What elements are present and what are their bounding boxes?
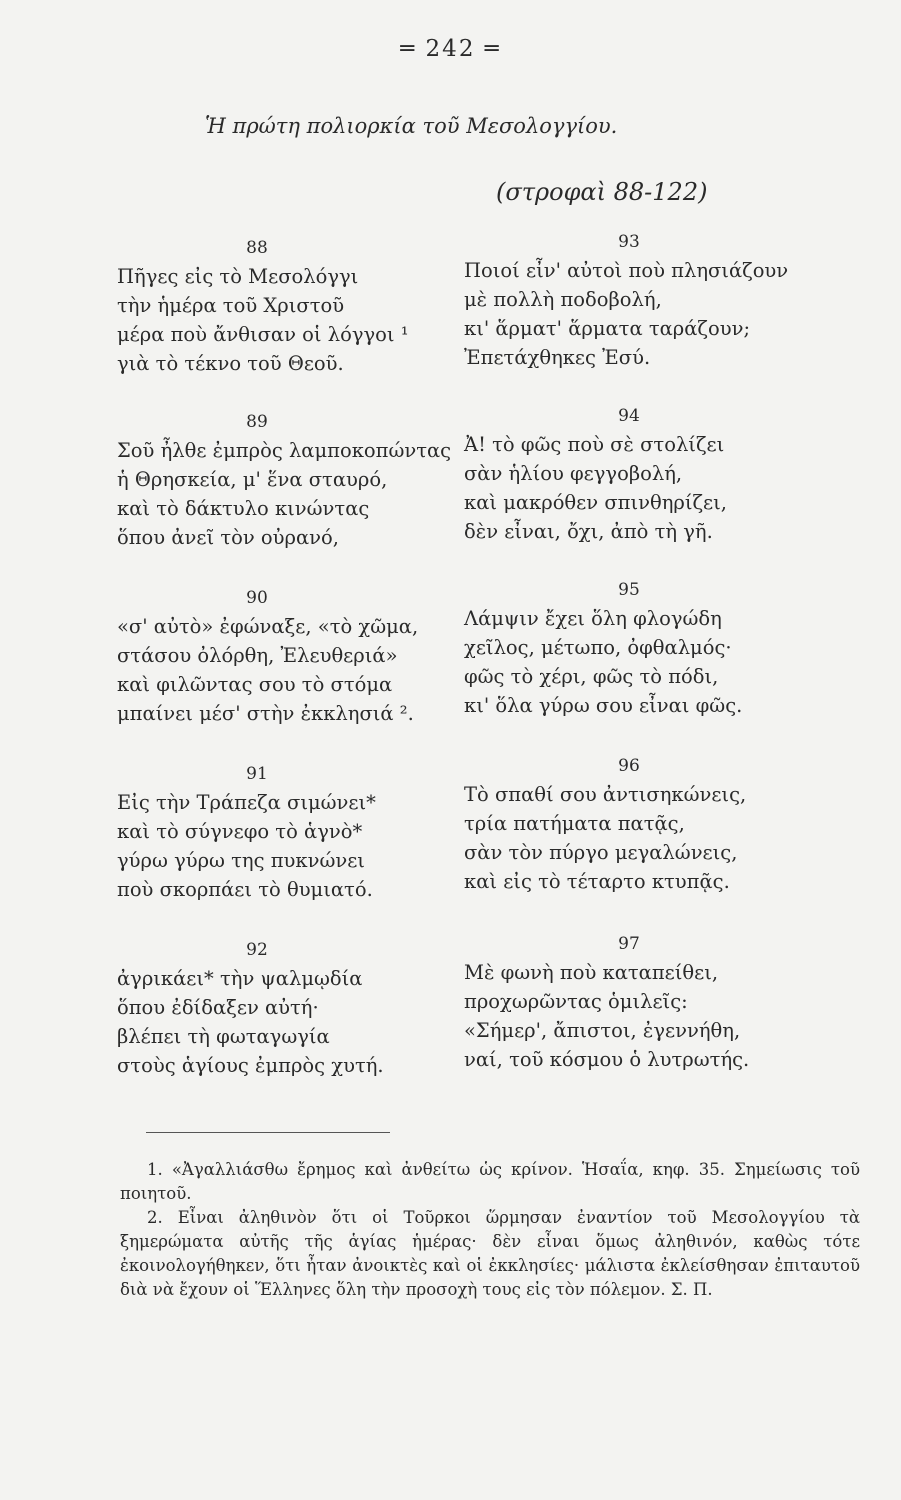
verse-line: ὅπου ἀνεῖ τὸν οὐρανό, <box>117 526 339 549</box>
footnote-2: 2. Εἶναι ἀληθινὸν ὅτι οἱ Τοῦρκοι ὥρμησαν ἐναντίον τοῦ Μεσολογγίου τὰ ξημερώματα αὐτῆς τῆς ἁγίας ἡμέρας· δὲν εἶναι ὅμως ἀληθινόν, καθὼς τότε ἐκοινολογήθηκεν, ὅτι ἦταν ἀνοικτὲς καὶ οἱ ἐκκλησίες· μάλιστα ἐκλείσθησαν ἐπιταυτοῦ διὰ νὰ ἔχουν οἱ Ἕλληνες ὅλη τὴν προσοχὴ τους εἰς τὸν πόλεμον. Σ. Π. <box>120 1208 860 1299</box>
stanza-90 <box>117 588 418 728</box>
stanza-number: 90 <box>246 588 268 608</box>
stanza-96 <box>464 756 794 896</box>
stanza-89 <box>117 412 451 552</box>
stanza-number: 93 <box>618 232 640 252</box>
verse-line: «σ' αὐτὸ» ἐφώναξε, «τὸ χῶμα, <box>117 615 419 638</box>
verse-line: ναί, τοῦ κόσμου ὁ λυτρωτής. <box>464 1048 750 1071</box>
stanza-number: 94 <box>618 406 640 426</box>
verse-line: σὰν τὸν πύργο μεγαλώνεις, <box>464 841 738 864</box>
verse-line: «Σήμερ', ἄπιστοι, ἐγεννήθη, <box>464 1019 741 1042</box>
stanza-93 <box>464 232 794 372</box>
verse-line: καὶ εἰς τὸ τέταρτο κτυπᾷς. <box>464 870 730 893</box>
verse-line: ἀγρικάει* τὴν ψαλμῳδία <box>117 967 363 990</box>
verse-line: τὴν ἡμέρα τοῦ Χριστοῦ <box>117 294 345 317</box>
stanza-88 <box>117 238 409 378</box>
stanza-94 <box>464 406 794 546</box>
verse-line: καὶ τὸ σύγνεφο τὸ ἁγνὸ* <box>117 820 363 843</box>
verse-line: μέρα ποὺ ἄνθισαν οἱ λόγγοι ¹ <box>117 323 409 346</box>
page-number: ═ 242 ═ <box>400 36 501 62</box>
stanza-number: 92 <box>246 940 268 960</box>
page-subtitle: (στροφαὶ 88-122) <box>496 178 708 206</box>
verse-line: προχωρῶντας ὁμιλεῖς: <box>464 990 688 1013</box>
page-title: Ἡ πρώτη πολιορκία τοῦ Μεσολογγίου. <box>205 114 618 138</box>
stanza-97 <box>464 934 794 1074</box>
verse-line: γύρω γύρω της πυκνώνει <box>117 849 365 872</box>
verse-line: ποὺ σκορπάει τὸ θυμιατό. <box>117 878 373 901</box>
stanza-91 <box>117 764 397 904</box>
stanza-95 <box>464 580 794 720</box>
verse-line: κι' ὅλα γύρω σου εἶναι φῶς. <box>464 694 743 717</box>
verse-line: Πῆγες εἰς τὸ Μεσολόγγι <box>117 265 359 288</box>
verse-line: γιὰ τὸ τέκνο τοῦ Θεοῦ. <box>117 352 344 375</box>
verse-line: Μὲ φωνὴ ποὺ καταπείθει, <box>464 961 719 984</box>
footnote-1: 1. «Ἀγαλλιάσθω ἔρημος καὶ ἀνθείτω ὡς κρίνον. Ἡσαΐα, κηφ. 35. Σημείωσις τοῦ ποιητοῦ. <box>120 1160 860 1203</box>
stanza-92 <box>117 940 397 1080</box>
verse-line: στάσου ὀλόρθη, Ἐλευθεριά» <box>117 644 398 667</box>
verse-line: Σοῦ ἦλθε ἐμπρὸς λαμποκοπώντας <box>117 439 452 462</box>
verse-line: Ἀ! τὸ φῶς ποὺ σὲ στολίζει <box>464 433 725 456</box>
verse-line: Εἰς τὴν Τράπεζα σιμώνει* <box>117 791 376 814</box>
stanza-number: 91 <box>246 764 268 784</box>
footnotes <box>120 1158 860 1302</box>
stanza-number: 89 <box>246 412 268 432</box>
verse-line: φῶς τὸ χέρι, φῶς τὸ πόδι, <box>464 665 719 688</box>
stanza-number: 96 <box>618 756 640 776</box>
verse-line: χεῖλος, μέτωπο, ὀφθαλμός· <box>464 636 732 659</box>
verse-line: ἡ Θρησκεία, μ' ἕνα σταυρό, <box>117 468 388 491</box>
stanza-number: 97 <box>618 934 640 954</box>
verse-line: μπαίνει μέσ' στὴν ἐκκλησιά ². <box>117 702 414 725</box>
verse-line: καὶ τὸ δάκτυλο κινώντας <box>117 497 370 520</box>
verse-line: Ἐπετάχθηκες Ἐσύ. <box>464 346 651 369</box>
verse-line: ὅπου ἐδίδαξεν αὐτή· <box>117 996 319 1019</box>
verse-line: κι' ἅρματ' ἅρματα ταράζουν; <box>464 317 751 340</box>
stanza-number: 88 <box>246 238 268 258</box>
verse-line: Τὸ σπαθί σου ἀντισηκώνεις, <box>464 783 747 806</box>
verse-line: στοὺς ἁγίους ἐμπρὸς χυτή. <box>117 1054 384 1077</box>
stanza-number: 95 <box>618 580 640 600</box>
verse-line: καὶ μακρόθεν σπινθηρίζει, <box>464 491 728 514</box>
verse-line: βλέπει τὴ φωταγωγία <box>117 1025 330 1048</box>
footnote-divider <box>146 1132 390 1133</box>
verse-line: σὰν ἡλίου φεγγοβολή, <box>464 462 683 485</box>
verse-line: καὶ φιλῶντας σου τὸ στόμα <box>117 673 393 696</box>
verse-line: τρία πατήματα πατᾷς, <box>464 812 685 835</box>
verse-line: μὲ πολλὴ ποδοβολή, <box>464 288 662 311</box>
verse-line: Λάμψιν ἔχει ὅλη φλογώδη <box>464 607 722 630</box>
verse-line: Ποιοί εἶν' αὐτοὶ ποὺ πλησιάζουν <box>464 259 789 282</box>
verse-line: δὲν εἶναι, ὄχι, ἀπὸ τὴ γῆ. <box>464 520 713 543</box>
